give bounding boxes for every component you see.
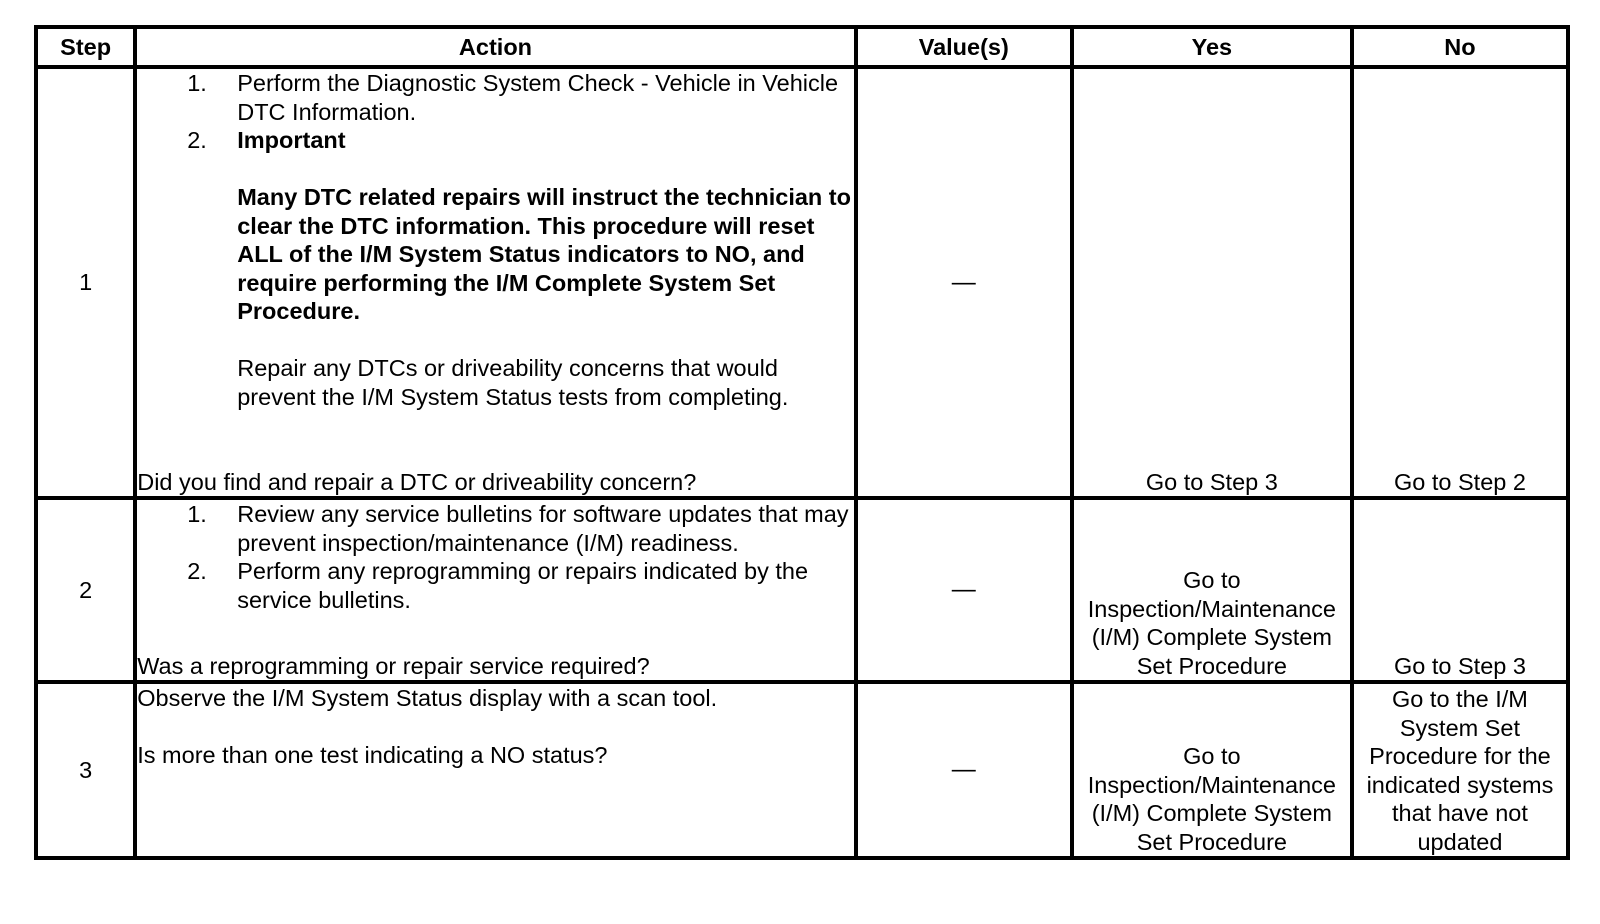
action-list: [137, 69, 854, 411]
action-cell: [135, 67, 856, 498]
action-cell: [135, 498, 856, 682]
list-item: [137, 557, 854, 614]
important-title: Important: [237, 127, 346, 153]
important-note: Many DTC related repairs will instruct the technician to clear the DTC information. This procedure will reset ALL of the I/M System Status indicators to NO, and require performing the I/M Complete System Set Procedure.: [237, 184, 851, 324]
value-dash: —: [951, 756, 976, 784]
question-text: Did you find and repair a DTC or driveability concern?: [137, 468, 697, 495]
value-cell: [856, 498, 1072, 682]
list-number: 1.: [187, 501, 207, 527]
yes-cell: Go to Inspection/Maintenance (I/M) Complete System Set Procedure: [1072, 682, 1352, 858]
list-item: [137, 126, 854, 411]
action-list: [137, 500, 854, 614]
question-text: Is more than one test indicating a NO status?: [137, 742, 608, 768]
list-number: 1.: [187, 70, 207, 96]
no-cell: Go to the I/M System Set Procedure for the indicated systems that have not updated: [1352, 682, 1568, 858]
no-cell: Go to Step 2: [1352, 67, 1568, 498]
table-row: [36, 67, 1568, 498]
list-number: 2.: [187, 558, 207, 584]
list-text: Perform any reprogramming or repairs indicated by the service bulletins.: [237, 558, 809, 613]
header-action: Action: [135, 27, 856, 67]
diagnostic-table: [34, 25, 1570, 860]
value-dash: —: [951, 576, 976, 604]
value-dash: —: [951, 268, 976, 296]
step-number: 1: [36, 67, 135, 498]
yes-cell: Go to Step 3: [1072, 67, 1352, 498]
question-text: Was a reprogramming or repair service required?: [137, 652, 650, 679]
yes-cell: Go to Inspection/Maintenance (I/M) Complete System Set Procedure: [1072, 498, 1352, 682]
list-number: 2.: [187, 127, 207, 153]
step-number: 2: [36, 498, 135, 682]
list-item: [137, 69, 854, 126]
list-text: Repair any DTCs or driveability concerns that would prevent the I/M System Status tests from completing.: [237, 355, 789, 410]
list-item: [137, 500, 854, 557]
value-cell: [856, 67, 1072, 498]
header-step: Step: [36, 27, 135, 67]
list-text: Perform the Diagnostic System Check - Vehicle in Vehicle DTC Information.: [237, 70, 839, 125]
list-text: Review any service bulletins for software updates that may prevent inspection/maintenance (I/M) readiness.: [237, 501, 849, 556]
table-row: [36, 682, 1568, 858]
header-row: [36, 27, 1568, 67]
value-cell: [856, 682, 1072, 858]
header-yes: Yes: [1072, 27, 1352, 67]
action-cell: [135, 682, 856, 858]
header-values: Value(s): [856, 27, 1072, 67]
intro-text: Observe the I/M System Status display with a scan tool.: [137, 685, 718, 711]
no-cell: Go to Step 3: [1352, 498, 1568, 682]
table-row: [36, 498, 1568, 682]
header-no: No: [1352, 27, 1568, 67]
step-number: 3: [36, 682, 135, 858]
